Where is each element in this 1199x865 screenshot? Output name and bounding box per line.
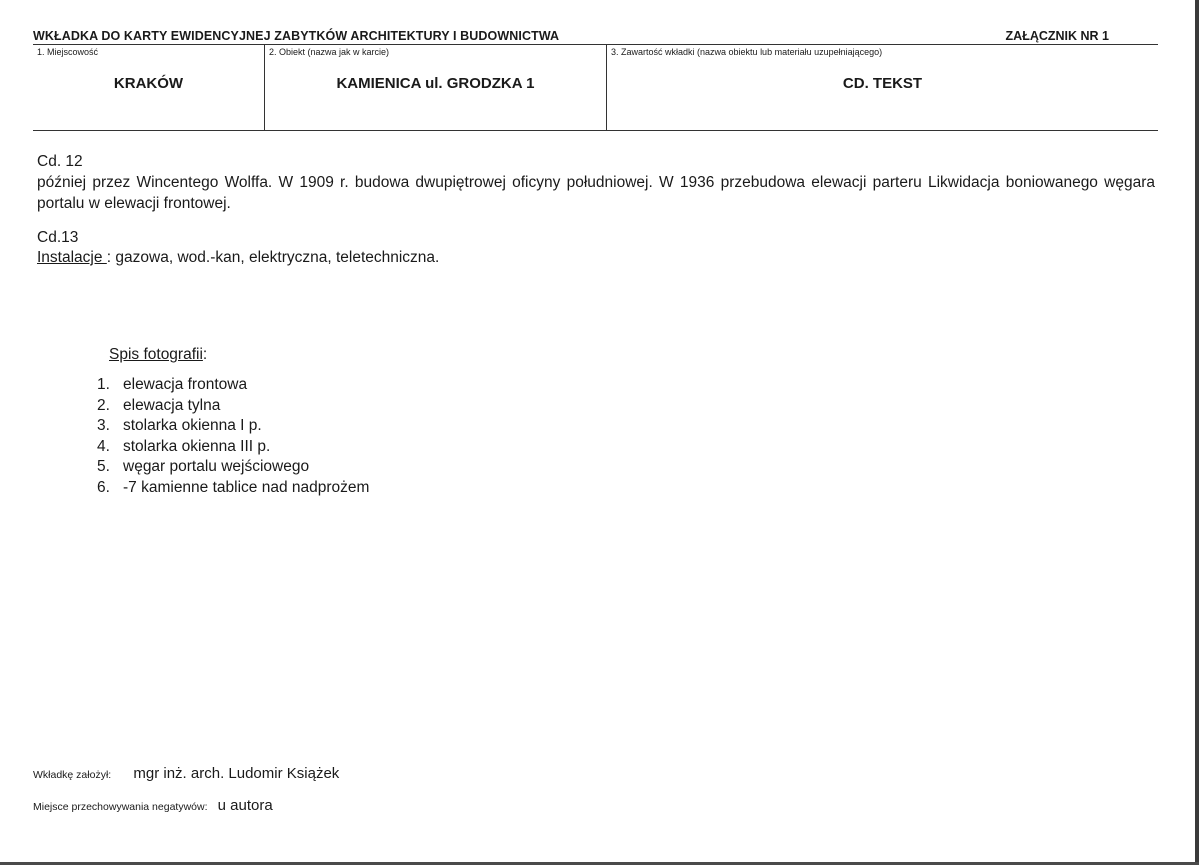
header-bottom-rule: [33, 130, 1158, 131]
negatives-label: Miejsce przechowywania negatywów:: [33, 801, 208, 813]
content-label: 3. Zawartość wkładki (nazwa obiektu lub materiału uzupełniającego): [611, 47, 883, 57]
document-title: WKŁADKA DO KARTY EWIDENCYJNEJ ZABYTKÓW ARCHITEKTURY I BUDOWNICTWA: [33, 29, 560, 43]
photo-list-heading: [109, 344, 207, 365]
list-item-text: stolarka okienna I p.: [123, 417, 262, 434]
list-item-text: stolarka okienna III p.: [123, 437, 271, 455]
author-line: [33, 765, 339, 782]
cd12-heading: Cd. 12: [37, 153, 83, 170]
object-label: 2. Obiekt (nazwa jak w karcie): [269, 47, 390, 57]
content-value: CD. TEKST: [842, 75, 923, 92]
object-value: KAMIENICA ul. GRODZKA 1: [336, 75, 535, 92]
list-item-text: węgar portalu wejściowego: [123, 458, 310, 475]
installations-line: [37, 247, 439, 268]
list-item: [97, 437, 369, 458]
list-item-number: 3.: [97, 417, 110, 434]
list-item-text: elewacja tylna: [123, 396, 221, 414]
list-item: [97, 375, 369, 396]
list-item: [97, 457, 369, 478]
list-item-number: 2.: [97, 396, 110, 414]
list-item-text: elewacja frontowa: [123, 376, 248, 393]
author-value: mgr inż. arch. Ludomir Książek: [133, 765, 340, 782]
list-item-number: 5.: [97, 458, 110, 475]
photo-list: [97, 375, 369, 498]
cd13-heading: Cd.13: [37, 229, 79, 246]
photo-list-heading-text: Spis fotografii: [109, 346, 203, 363]
list-item-number: 6.: [97, 478, 110, 496]
author-label: Wkładkę założył:: [33, 769, 112, 781]
cd12-text: później przez Wincentego Wolffa. W 1909 r. budowa dwupiętrowej oficyny południowej. W 1936 przebudowa elewacji parteru Likwidacja boniowanego węgara portalu w elewacji frontowej.: [37, 174, 1155, 212]
list-item: [97, 416, 369, 437]
header-top-rule: [33, 44, 1158, 45]
negatives-value: u autora: [217, 797, 273, 814]
place-label: 1. Miejscowość: [37, 47, 99, 57]
list-item-text: -7 kamienne tablice nad nadprożem: [123, 478, 370, 496]
annex-number: ZAŁĄCZNIK NR 1: [1005, 29, 1109, 43]
installations-label: Instalacje: [37, 249, 107, 266]
list-item: [97, 478, 369, 499]
scan-edge-right: [1195, 0, 1199, 865]
list-item: [97, 396, 369, 417]
place-value: KRAKÓW: [113, 75, 184, 92]
installations-text: : gazowa, wod.-kan, elektryczna, teletechniczna.: [106, 249, 440, 266]
photo-list-heading-colon: :: [202, 346, 208, 363]
list-item-number: 4.: [97, 437, 110, 455]
negatives-line: [33, 797, 273, 814]
list-item-number: 1.: [97, 376, 110, 393]
